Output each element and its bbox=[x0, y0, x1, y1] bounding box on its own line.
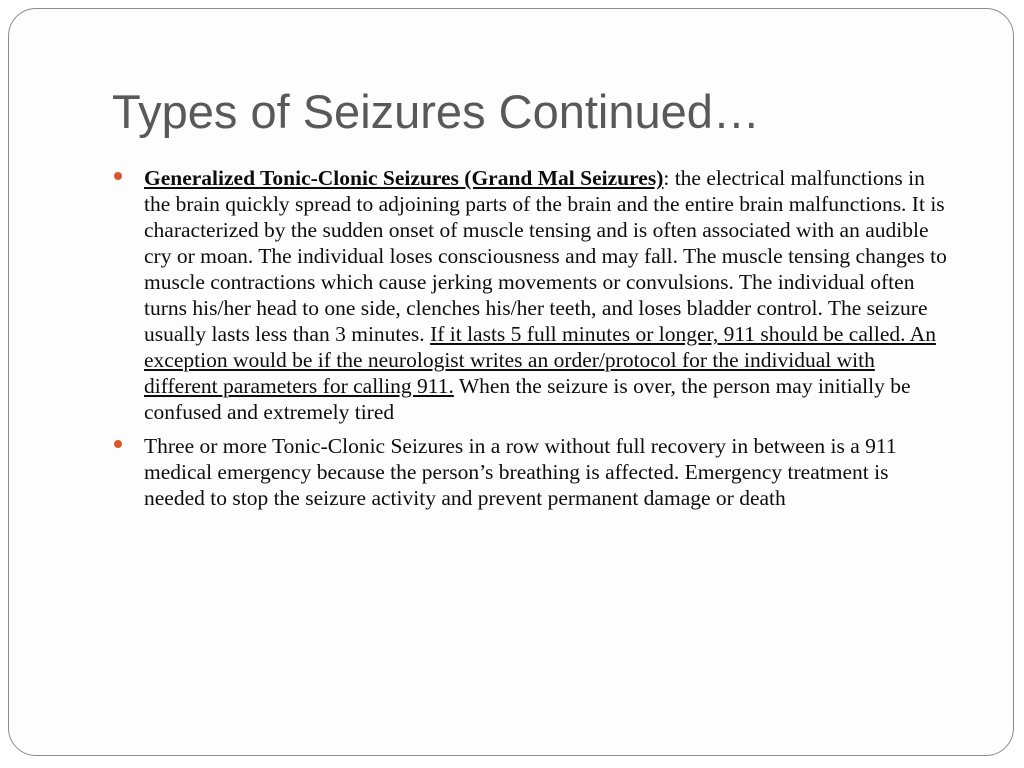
bullet-icon bbox=[114, 172, 122, 180]
bullet-body-text: : the electrical malfunctions in the brain quickly spread to adjoining parts of the brain and the entire brain malfunctions. It is characterized by the sudden onset of muscle tensing and is often associated with an audible cry or moan. The individual loses consciousness and may fall. The muscle tensing changes to muscle contractions which cause jerking movements or convulsions. The individual often turns his/her head to one side, clenches his/her teeth, and loses bladder control. The seizure usually lasts less than 3 minutes. bbox=[144, 166, 947, 346]
bullet-underlined-text: If it lasts 5 full minutes or longer, 911 should be called. An exception would be if the neurologist writes an order/protocol for the individual with different parameters for calling 911. bbox=[144, 322, 936, 398]
bullet-item-emergency bbox=[112, 433, 952, 511]
bullet-heading: Generalized Tonic-Clonic Seizures (Grand Mal Seizures) bbox=[144, 166, 664, 190]
bullet-text: Three or more Tonic-Clonic Seizures in a row without full recovery in between is a 911 medical emergency because the person’s breathing is affected. Emergency treatment is needed to stop the seizure activity and prevent permanent damage or death bbox=[144, 434, 897, 510]
slide-title: Types of Seizures Continued… bbox=[112, 85, 760, 138]
bullet-trailing-text: When the seizure is over, the person may initially be confused and extremely tired bbox=[144, 374, 911, 424]
bullet-list bbox=[112, 165, 952, 519]
bullet-item-tonic-clonic bbox=[112, 165, 952, 425]
bullet-icon bbox=[114, 440, 122, 448]
